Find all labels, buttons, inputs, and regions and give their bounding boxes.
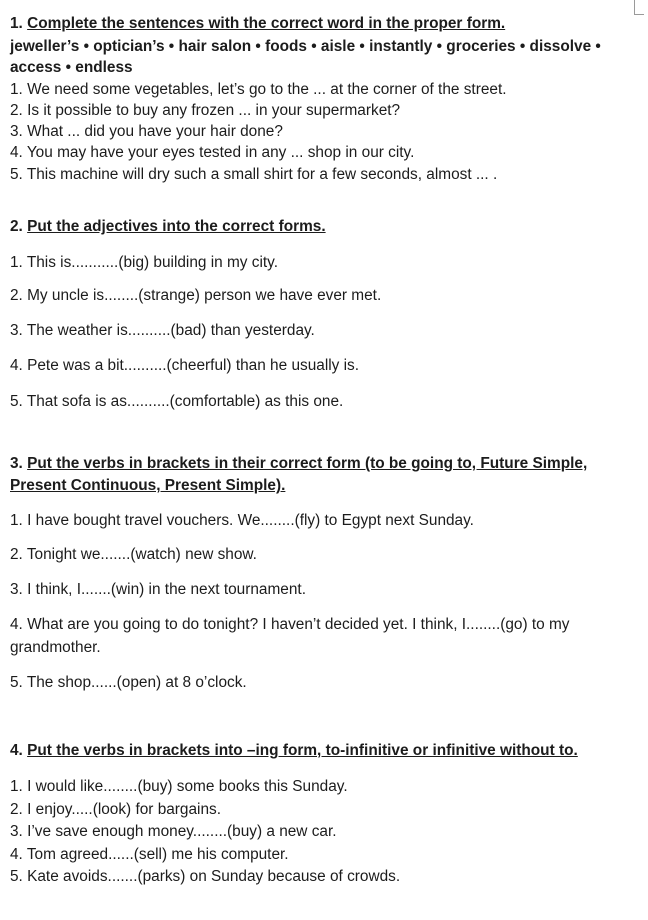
exercise-item: 5. This machine will dry such a small shirt for a few seconds, almost ... . (10, 166, 498, 183)
exercise-item: 1. I have bought travel vouchers. We........(fly) to Egypt next Sunday. (10, 512, 474, 529)
exercise-item: 1. This is...........(big) building in my city. (10, 254, 278, 271)
exercise-item: 2. Is it possible to buy any frozen ... in your supermarket? (10, 102, 401, 119)
exercise-item: 4. Tom agreed......(sell) me his computer. (10, 846, 289, 863)
exercise-item: 5. That sofa is as..........(comfortable) as this one. (10, 393, 344, 410)
section-3-heading-cont (10, 476, 642, 496)
section-title-line-2: Present Continuous, Present Simple). (10, 477, 286, 494)
exercise-item: 2. My uncle is........(strange) person we have ever met. (10, 287, 382, 304)
exercise-item: 2. I enjoy.....(look) for bargains. (10, 801, 222, 818)
section-1-heading (10, 14, 642, 34)
section-3-heading (10, 454, 642, 474)
section-4-heading (10, 741, 642, 761)
exercise-item: 3. What ... did you have your hair done? (10, 123, 283, 140)
exercise-item: 4. Pete was a bit..........(cheerful) than he usually is. (10, 357, 360, 374)
word-bank-line-2: access • endless (10, 59, 133, 76)
section-title: Complete the sentences with the correct word in the proper form. (27, 15, 506, 32)
section-number: 1. (10, 15, 23, 32)
word-bank-line-1: jeweller’s • optician’s • hair salon • foods • aisle • instantly • groceries • dissolve • (10, 38, 601, 55)
exercise-item: 3. I’ve save enough money........(buy) a new car. (10, 823, 337, 840)
section-title-line-1: Put the verbs in brackets in their correct form (to be going to, Future Simple, (27, 455, 588, 472)
exercise-item: 3. The weather is..........(bad) than yesterday. (10, 322, 315, 339)
exercise-item: 4. You may have your eyes tested in any ... shop in our city. (10, 144, 415, 161)
section-2-heading (10, 217, 642, 237)
exercise-item: 1. We need some vegetables, let’s go to the ... at the corner of the street. (10, 81, 507, 98)
exercise-item: 2. Tonight we.......(watch) new show. (10, 546, 257, 563)
exercise-item: 5. The shop......(open) at 8 o’clock. (10, 674, 247, 691)
section-number: 3. (10, 455, 23, 472)
section-title: Put the adjectives into the correct forms. (27, 218, 326, 235)
section-title: Put the verbs in brackets into –ing form, to-infinitive or infinitive without to. (27, 742, 578, 759)
page-corner-mark (634, 0, 644, 15)
exercise-item: 5. Kate avoids.......(parks) on Sunday because of crowds. (10, 868, 401, 885)
exercise-item: 1. I would like........(buy) some books this Sunday. (10, 778, 348, 795)
exercise-item: 4. What are you going to do tonight? I haven’t decided yet. I think, I........(go) to my grandmother. (10, 616, 570, 656)
section-number: 2. (10, 218, 23, 235)
section-number: 4. (10, 742, 23, 759)
exercise-item: 3. I think, I.......(win) in the next tournament. (10, 581, 306, 598)
